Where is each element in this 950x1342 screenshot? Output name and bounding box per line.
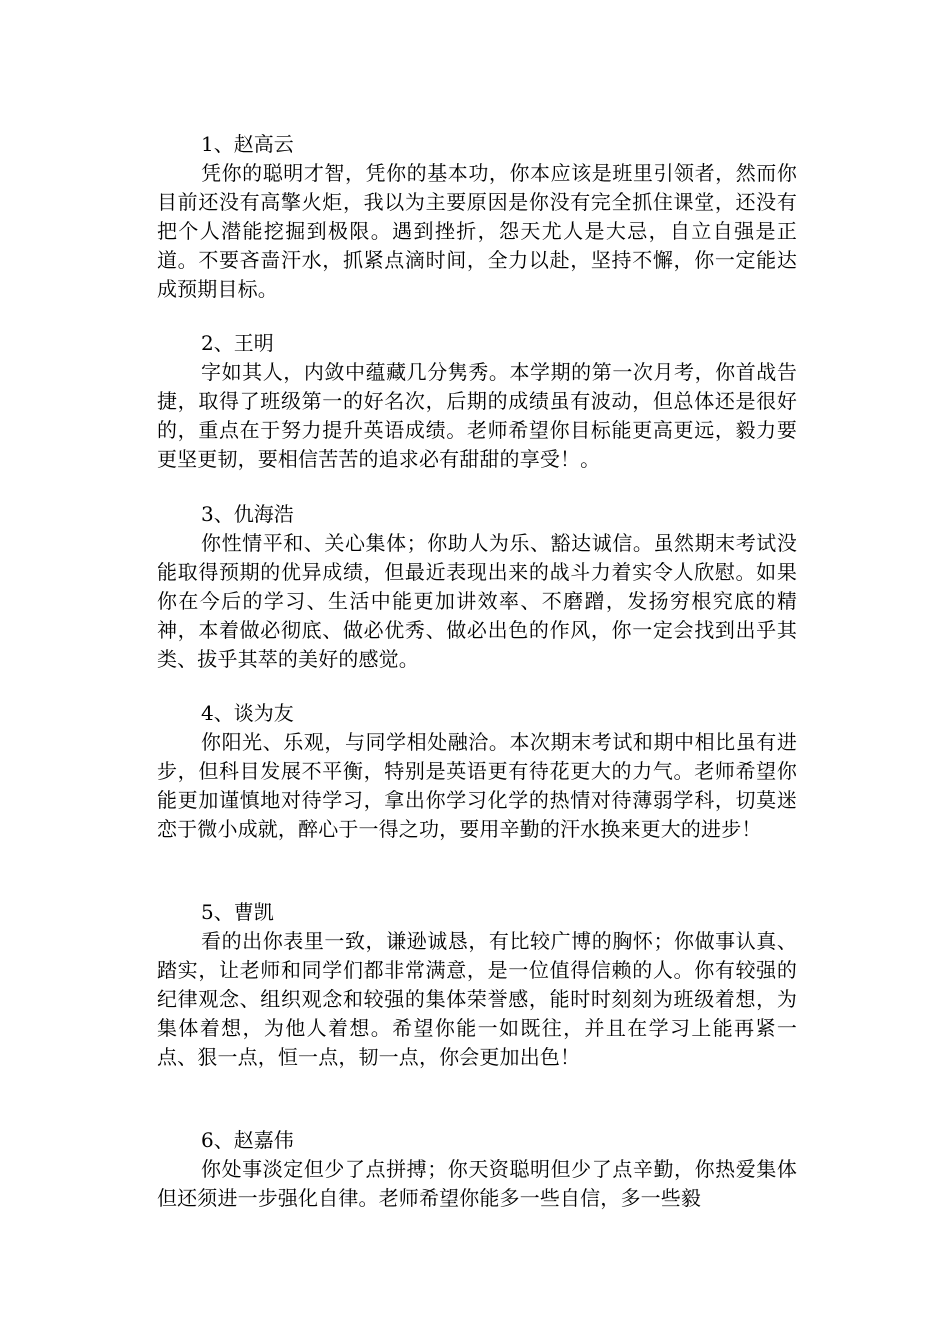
entry-title: 4、谈为友	[201, 701, 294, 725]
entry-body: 你性情平和、关心集体；你助人为乐、豁达诚信。虽然期末考试没能取得预期的优异成绩，但最近表现出来的战斗力着实令人欣慰。如果你在今后的学习、生活中能更加讲效率、不磨蹭，发扬穷根究底的精神，本着做必彻底、做必优秀、做必出色的作风，你一定会找到出乎其类、拔乎其萃的美好的感觉。	[157, 531, 797, 671]
comment-entry-2	[157, 329, 797, 474]
comment-entry-5	[157, 898, 797, 1072]
entry-body: 你阳光、乐观，与同学相处融洽。本次期末考试和期中相比虽有进步，但科目发展不平衡，特别是英语更有待花更大的力气。老师希望你能更加谨慎地对待学习，拿出你学习化学的热情对待薄弱学科，切莫迷恋于微小成就，醉心于一得之功，要用辛勤的汗水换来更大的进步！	[157, 730, 797, 841]
entry-title: 1、赵高云	[201, 132, 294, 156]
comment-entry-4	[157, 699, 797, 844]
entry-title: 3、仇海浩	[201, 502, 294, 526]
entry-title: 6、赵嘉伟	[201, 1128, 294, 1152]
entry-title: 5、曹凯	[201, 900, 274, 924]
comment-entry-3	[157, 500, 797, 674]
entry-body: 看的出你表里一致，谦逊诚恳，有比较广博的胸怀；你做事认真、踏实，让老师和同学们都非常满意，是一位值得信赖的人。你有较强的纪律观念、组织观念和较强的集体荣誉感，能时时刻刻为班级着想，为集体着想，为他人着想。希望你能一如既往，并且在学习上能再紧一点、狠一点，恒一点，韧一点，你会更加出色！	[157, 929, 797, 1069]
entry-body: 字如其人，内敛中蕴藏几分隽秀。本学期的第一次月考，你首战告捷，取得了班级第一的好名次，后期的成绩虽有波动，但总体还是很好的，重点在于努力提升英语成绩。老师希望你目标能更高更远，毅力要更坚更韧，要相信苦苦的追求必有甜甜的享受！。	[157, 360, 797, 471]
entry-body: 凭你的聪明才智，凭你的基本功，你本应该是班里引领者，然而你目前还没有高擎火炬，我以为主要原因是你没有完全抓住课堂，还没有把个人潜能挖掘到极限。遇到挫折，怨天尤人是大忌，自立自强是正道。不要吝啬汗水，抓紧点滴时间，全力以赴，坚持不懈，你一定能达成预期目标。	[157, 161, 797, 301]
comment-entry-1	[157, 130, 797, 304]
entry-body: 你处事淡定但少了点拼搏；你天资聪明但少了点辛勤，你热爱集体但还须进一步强化自律。老师希望你能多一些自信，多一些毅	[157, 1157, 797, 1210]
comment-entry-6	[157, 1126, 797, 1213]
entry-title: 2、王明	[201, 331, 274, 355]
